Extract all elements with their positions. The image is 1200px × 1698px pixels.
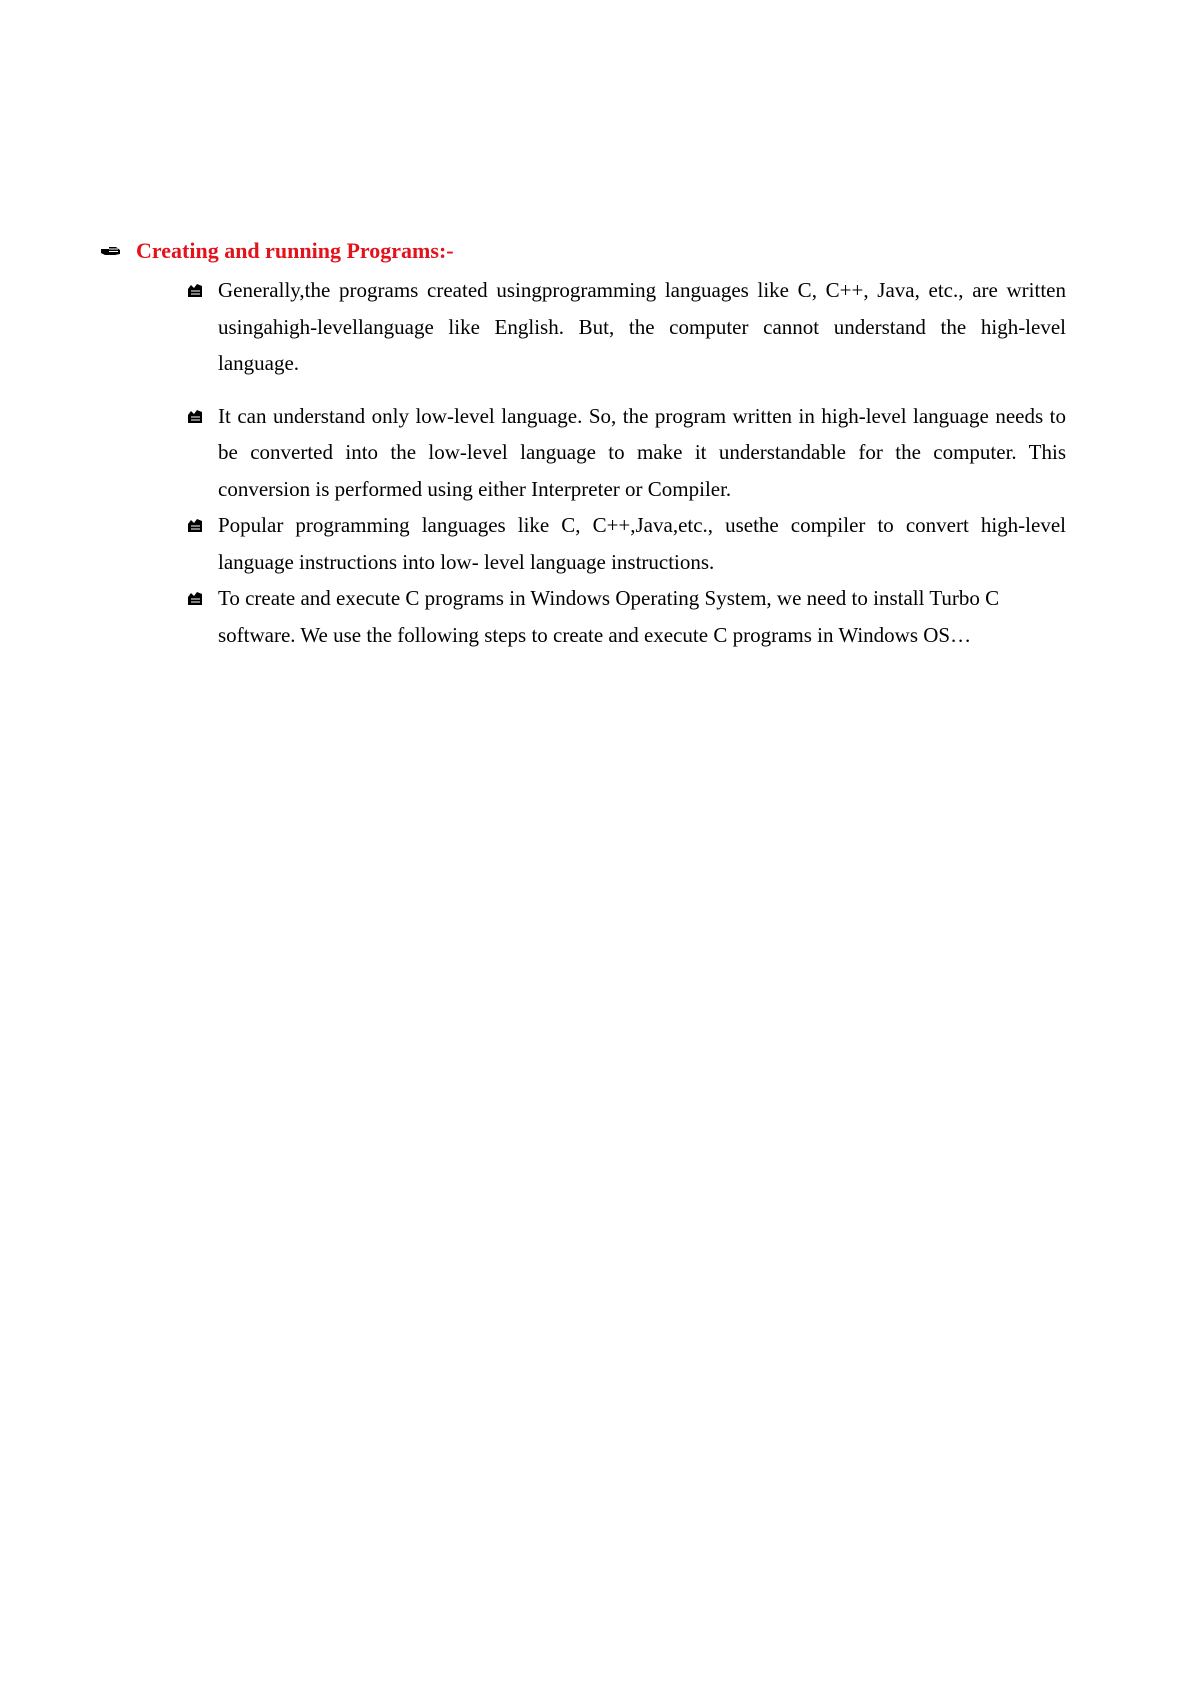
writing-hand-icon [186, 408, 204, 424]
list-item [186, 507, 1066, 580]
list-item-text: Popular programming languages like C, C++,Java,etc., usethe compiler to convert high-level language instructions into low- level language instructions. [218, 513, 1066, 574]
list-item-text: To create and execute C programs in Windows Operating System, we need to install Turbo C software. We use the following steps to create and execute C programs in Windows OS… [218, 586, 1000, 647]
list-item-text: It can understand only low-level language. So, the program written in high-level language needs to be converted into the low-level language to make it understandable for the computer. This conversion is performed using either Interpreter or Compiler. [218, 403, 1066, 501]
writing-hand-icon [186, 282, 204, 298]
list-item-text: Generally,the programs created usingprogramming languages like C, C++, Java, etc., are written usingahigh-levellanguage like English. But, the computer cannot understand the high-level language. [218, 278, 1066, 375]
writing-hand-icon [186, 590, 204, 606]
list-item [186, 580, 1066, 653]
list-item [186, 272, 1066, 382]
bullet-list [186, 272, 1066, 653]
section-heading-text: Creating and running Programs:- [136, 238, 454, 263]
writing-hand-icon [186, 517, 204, 533]
section-heading [100, 236, 454, 266]
pointing-hand-icon [100, 243, 122, 259]
list-item [186, 398, 1066, 508]
